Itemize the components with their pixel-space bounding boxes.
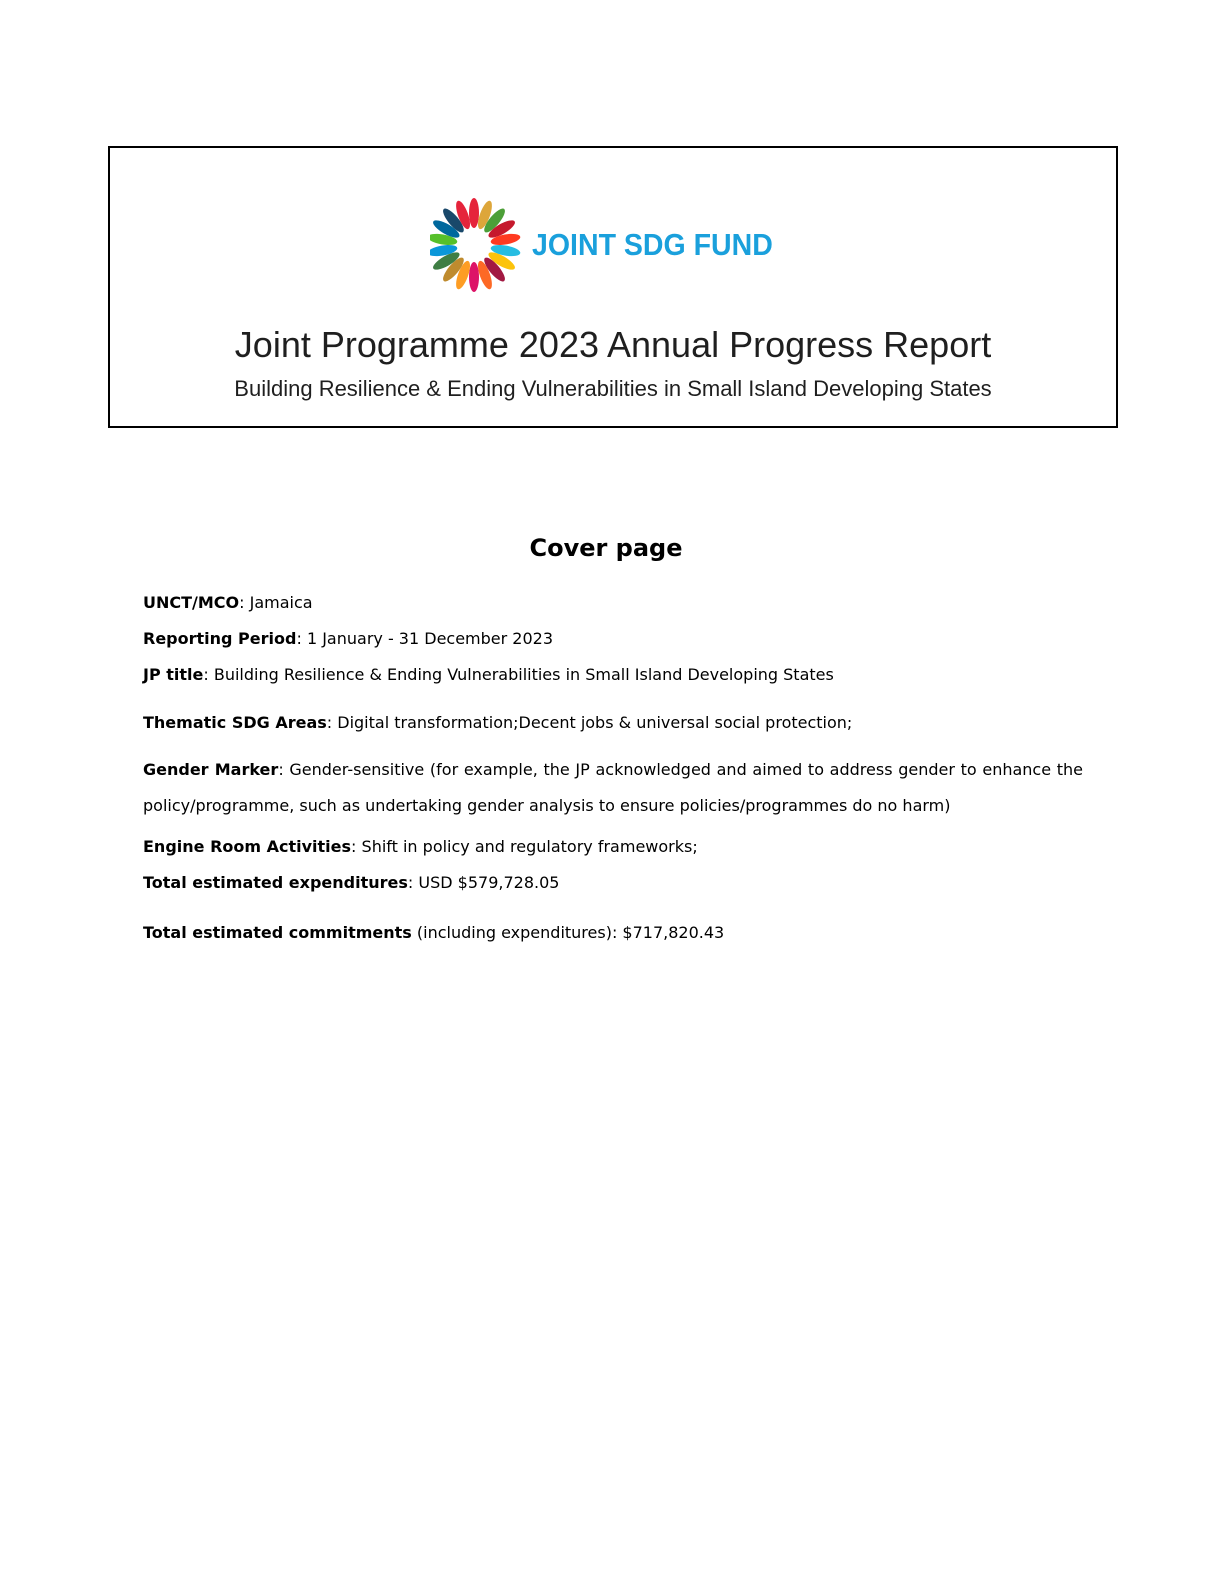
field-gender-marker xyxy=(143,752,1083,824)
report-title: Joint Programme 2023 Annual Progress Report xyxy=(234,324,992,365)
field-value: Shift in policy and regulatory frameworks; xyxy=(361,837,698,856)
field-total-commitments xyxy=(143,921,1083,945)
report-banner xyxy=(108,146,1118,428)
sdg-wheel-icon xyxy=(430,192,522,298)
field-label: Thematic SDG Areas xyxy=(143,713,327,732)
field-reporting-period xyxy=(143,627,1083,651)
field-total-expenditures xyxy=(143,871,1083,895)
field-label: Total estimated expenditures xyxy=(143,873,408,892)
field-label: Reporting Period xyxy=(143,629,297,648)
field-value: Building Resilience & Ending Vulnerabilities in Small Island Developing States xyxy=(213,665,834,684)
field-label: Gender Marker xyxy=(143,760,279,779)
field-separator: : xyxy=(296,629,307,648)
field-separator: : xyxy=(326,713,338,732)
field-jp-title xyxy=(143,663,1083,687)
field-thematic-sdg-areas xyxy=(143,711,1083,735)
field-separator: : xyxy=(351,837,362,856)
field-value: (including expenditures): $717,820.43 xyxy=(416,923,725,942)
field-value: 1 January - 31 December 2023 xyxy=(306,629,554,648)
field-engine-room-activities xyxy=(143,835,1083,859)
field-label: Total estimated commitments xyxy=(143,923,412,942)
logo-text: JOINT SDG FUND xyxy=(532,227,773,262)
cover-fields xyxy=(143,591,1083,945)
sdg-wheel-petal xyxy=(469,198,479,228)
report-subtitle: Building Resilience & Ending Vulnerabilities in Small Island Developing States xyxy=(234,376,992,401)
field-unct xyxy=(143,591,1083,615)
field-label: Engine Room Activities xyxy=(143,837,352,856)
field-value: USD $579,728.05 xyxy=(418,873,560,892)
sdg-wheel-petal xyxy=(469,262,479,292)
cover-page-heading: Cover page xyxy=(529,534,683,562)
joint-sdg-fund-logo xyxy=(430,192,794,298)
field-value: Jamaica xyxy=(249,593,313,612)
field-separator: : xyxy=(407,873,419,892)
field-label: UNCT/MCO xyxy=(143,593,240,612)
field-label: JP title xyxy=(143,665,204,684)
field-separator: : xyxy=(203,665,214,684)
field-value: Gender-sensitive (for example, the JP acknowledged and aimed to address gender to enhance the policy/programme, such as undertaking gender analysis to ensure policies/programmes do no harm) xyxy=(143,760,1084,815)
field-separator: : xyxy=(278,760,290,779)
field-value: Digital transformation;Decent jobs & universal social protection; xyxy=(337,713,853,732)
field-separator: : xyxy=(239,593,250,612)
